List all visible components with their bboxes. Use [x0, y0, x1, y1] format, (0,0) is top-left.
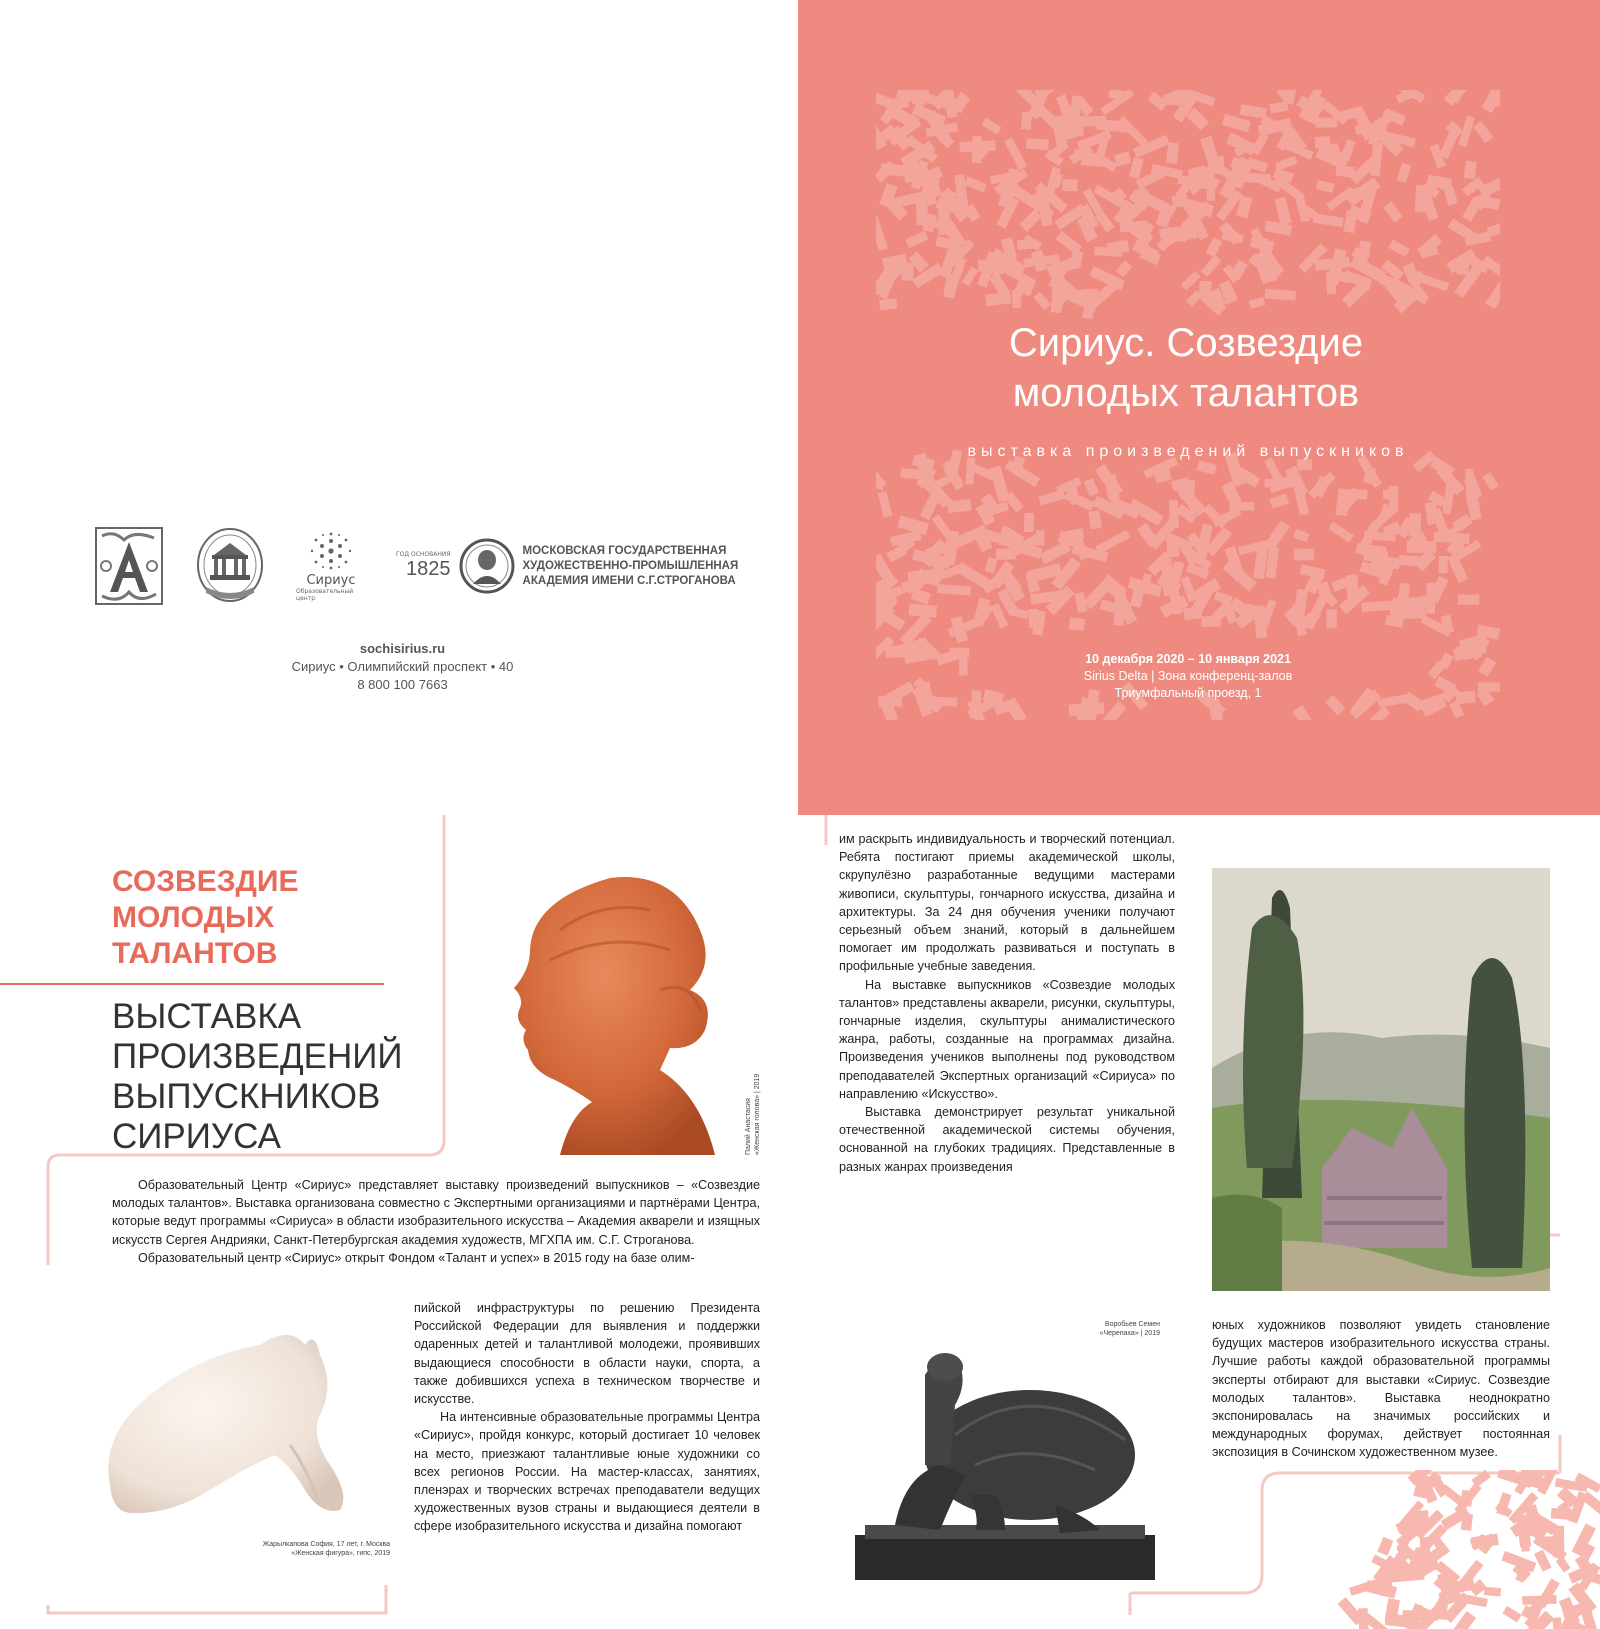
pattern-dash: [1313, 214, 1344, 227]
exhibition-dates: 10 декабря 2020 – 10 января 2021: [1085, 652, 1291, 666]
cover-title: [886, 318, 1486, 418]
caption-figure-line1: Жарылкапова София, 17 лет, г. Москва: [262, 1541, 390, 1548]
pattern-dash: [1197, 460, 1217, 475]
pattern-dash: [1485, 277, 1500, 309]
pattern-dash: [1315, 117, 1337, 128]
heading-black-line2: ПРОИЗВЕДЕНИЙ: [112, 1037, 403, 1076]
founding-year: 1825: [406, 558, 451, 580]
pattern-dash: [1201, 255, 1222, 277]
pattern-dash: [1265, 289, 1296, 301]
cover-title-line1: Сириус. Созвездие: [1008, 321, 1364, 365]
pattern-dash: [1395, 90, 1418, 104]
pattern-dash: [1418, 274, 1450, 292]
pattern-dash: [1062, 179, 1077, 191]
pattern-dash: [1458, 595, 1480, 605]
column-4-paragraph-1: юных художников позволяют увидеть становление будущих мастеров изобразительного искусства страны. Лучшие работы каждой образовательной программы эксперты отбирают для выставки «Сириус. Созвездие молодых талантов». Выставка неоднократно экспонировалась на значимых российских и международных форумах, действует постоянная экспозиция в Сочинском художественном музее.: [1212, 1318, 1550, 1460]
pattern-dash: [1104, 474, 1120, 501]
pattern-dash: [876, 215, 888, 251]
pattern-dash: [1069, 617, 1085, 630]
pattern-dash: [1116, 260, 1133, 277]
pattern-dash: [1017, 239, 1036, 249]
pattern-dash: [1449, 558, 1468, 583]
pattern-dash: [1388, 240, 1410, 258]
sirius-logo-name: Сириус: [306, 572, 356, 588]
spread-heading-black: [112, 997, 403, 1157]
pattern-dash: [879, 298, 897, 310]
stroganov-name-line1: МОСКОВСКАЯ ГОСУДАРСТВЕННАЯ: [522, 544, 727, 557]
pattern-dash: [985, 557, 998, 573]
pattern-dash: [1385, 1613, 1410, 1627]
pattern-dash: [1253, 547, 1268, 579]
pattern-dash: [1442, 477, 1456, 514]
stroganov-academy-logo: [396, 538, 738, 594]
cover-title-line2: молодых талантов: [1012, 371, 1360, 415]
pattern-dash: [1478, 682, 1500, 691]
pattern-dash: [1356, 543, 1387, 558]
stroganov-portrait-icon: [459, 538, 515, 594]
plaster-figure-sculpture-image: [90, 1315, 380, 1525]
pattern-dash: [1473, 121, 1494, 144]
pattern-dash: [985, 292, 1012, 307]
exhibition-address: Триумфальный проезд, 1: [1114, 686, 1262, 700]
pattern-dash: [1397, 163, 1412, 183]
pattern-dash: [1051, 288, 1063, 313]
pattern-dash: [1095, 530, 1130, 554]
website-link[interactable]: sochisirius.ru: [359, 641, 446, 656]
heading-red-line1: СОЗВЕЗДИЕ: [112, 865, 299, 898]
pattern-dash: [1024, 513, 1034, 532]
pattern-dash: [1328, 522, 1354, 543]
pattern-dash: [1335, 165, 1355, 178]
pattern-dash: [937, 584, 971, 595]
pattern-dash: [1074, 592, 1087, 613]
pattern-dash: [1166, 142, 1179, 164]
intro-paragraph-1: Образовательный Центр «Сириус» представляет выставку произведений выпускников – «Созвездие молодых талантов». Выставка организована совместно с Экспертными организациями и партнёрами Центра, которые ведут программы «Сириуса» в области изобразительного искусства – Академия акварели и изящных искусств Сергея Андрияки, Санкт-Петербургская академия художеств, МГХПА им. С.Г. Строганова.: [112, 1178, 760, 1247]
pattern-dash: [959, 140, 995, 152]
pattern-dash: [878, 491, 892, 517]
heading-black-line1: ВЫСТАВКА: [112, 997, 302, 1036]
pattern-dash: [1181, 271, 1201, 291]
heading-red-line2: МОЛОДЫХ: [112, 901, 275, 934]
pattern-dash: [1026, 138, 1049, 149]
pattern-dash: [1409, 513, 1421, 536]
pattern-dash: [1327, 609, 1337, 628]
pattern-dash: [1056, 231, 1082, 255]
pattern-dash: [1316, 180, 1335, 193]
founding-year-caption: ГОД ОСНОВАНИЯ: [396, 551, 451, 558]
caption-figure-line2: «Женская фигура», гипс, 2019: [291, 1550, 390, 1557]
pattern-dash: [1581, 1491, 1600, 1521]
exhibition-venue: Sirius Delta | Зона конференц-залов: [1083, 669, 1293, 683]
pattern-dash: [982, 118, 1002, 135]
cover-subtitle: выставка произведений выпускников: [967, 443, 1409, 460]
pattern-dash: [1249, 297, 1266, 309]
pattern-dash: [1269, 493, 1289, 509]
pattern-dash: [1471, 1533, 1499, 1549]
caption-figure: [150, 1540, 390, 1558]
pattern-dash: [1088, 510, 1101, 529]
pattern-dash: [947, 499, 971, 513]
caption-head: [744, 1074, 762, 1155]
sirius-logo-subtitle: Образовательный центр: [296, 587, 354, 602]
pattern-dash: [1036, 530, 1044, 545]
pattern-dash: [1114, 152, 1131, 167]
spread-heading-red: [112, 864, 298, 972]
pattern-dash: [1293, 529, 1310, 543]
contacts: [220, 640, 585, 694]
pattern-dash: [1350, 489, 1367, 500]
heading-black-line3: ВЫПУСКНИКОВ: [112, 1077, 381, 1116]
pattern-dash: [1129, 157, 1144, 179]
sirius-dots-icon: [309, 531, 353, 571]
pattern-dash: [1063, 124, 1073, 139]
back-cover: [0, 0, 798, 815]
pattern-dash: [1482, 472, 1499, 490]
pattern-dash: [1552, 1617, 1563, 1629]
spb-academy-logo: [194, 525, 266, 607]
pattern-dash: [1140, 197, 1157, 205]
pattern-dash: [876, 90, 894, 108]
heading-black-line4: СИРИУСА: [112, 1117, 282, 1156]
stroganov-name-line3: АКАДЕМИЯ ИМЕНИ С.Г.СТРОГАНОВА: [522, 574, 736, 587]
pattern-dash: [885, 645, 921, 658]
pattern-dash: [1033, 292, 1051, 311]
heading-red-line3: ТАЛАНТОВ: [112, 937, 278, 970]
pattern-dash: [1502, 1606, 1521, 1622]
pattern-dash: [1482, 90, 1500, 113]
partner-logos: [94, 525, 738, 607]
pattern-dash: [1275, 156, 1298, 171]
cover-info: [978, 651, 1398, 702]
clay-head-sculpture-image: [500, 870, 740, 1155]
column-3-paragraph-3: Выставка демонстрирует результат уникальной отечественной академической системы обучения, основанной на глубоких традициях. Представленные в разных жанрах произведения: [839, 1105, 1175, 1174]
pattern-dash: [1165, 96, 1185, 106]
pattern-dash: [1294, 548, 1314, 560]
pattern-dash: [959, 648, 968, 675]
pattern-dash: [1448, 219, 1479, 244]
pattern-dash: [1269, 101, 1288, 113]
stroganov-name-line2: ХУДОЖЕСТВЕННО-ПРОМЫШЛЕННАЯ: [522, 559, 739, 572]
pattern-dash: [1462, 177, 1484, 197]
front-cover: [798, 0, 1600, 815]
sirius-logo: [296, 531, 366, 602]
pattern-dash: [1438, 556, 1448, 574]
pattern-dash: [1077, 116, 1106, 127]
pattern-dash: [1358, 1608, 1369, 1629]
pattern-dash: [1240, 104, 1267, 118]
pattern-dash: [962, 266, 979, 286]
pattern-dash: [1484, 1587, 1501, 1597]
pattern-dash: [1019, 209, 1042, 231]
bronze-turtle-sculpture-image: [855, 1345, 1155, 1580]
column-2-paragraph-2: На интенсивные образовательные программы Центра «Сириус», пройдя конкурс, который достигает 10 человек на место, приезжают талантливые юные художники со всех регионов России. На мастер-классах, занятиях, пленэрах и творческих встречах преподаватели ведущих художественных вузов страны и выдающиеся деятели в сфере изобразительного искусства и дизайна помогают: [414, 1410, 760, 1534]
caption-turtle: [1010, 1320, 1160, 1338]
intro-text: [112, 1176, 760, 1267]
caption-turtle-line2: «Черепаха» | 2019: [1099, 1330, 1160, 1337]
column-3-paragraph-2: На выставке выпускников «Созвездие молодых талантов» представлены акварели, рисунки, скульптуры, гончарные изделия, скульптуры анималистического жанра, работы, созданные на программах дизайна. Произведения учеников выполнены под руководством преподавателей Экспертных организаций «Сириуса» по направлению «Искусство».: [839, 977, 1175, 1101]
column-2-text: [414, 1299, 760, 1536]
pattern-dash: [1383, 201, 1403, 223]
pattern-dash: [1028, 609, 1038, 628]
pattern-dash: [1292, 705, 1313, 720]
pattern-dash: [1478, 176, 1500, 198]
pattern-dash: [1084, 478, 1099, 497]
pattern-dash: [905, 231, 928, 248]
pattern-dash: [1534, 1550, 1552, 1572]
phone: 8 800 100 7663: [357, 677, 448, 692]
pattern-dash: [1096, 154, 1118, 173]
corner-dash-pattern: [1300, 1470, 1600, 1629]
pattern-dash: [927, 697, 958, 707]
caption-head-line2: «Женская голова» | 2019: [754, 1073, 761, 1155]
pattern-dash: [1377, 1537, 1393, 1556]
pattern-dash: [1004, 137, 1027, 171]
intro-paragraph-2: Образовательный центр «Сириус» открыт Фондом «Талант и успех» в 2015 году на базе олим-: [138, 1250, 695, 1265]
pattern-dash: [1222, 114, 1251, 132]
caption-turtle-line1: Воробьев Семен: [1104, 1321, 1160, 1328]
andriyaka-academy-logo: [94, 526, 164, 606]
column-3-paragraph-1: им раскрыть индивидуальность и творческий потенциал. Ребята постигают приемы академической школы, скрупулёзно разработанные ведущими мастерами живописи, скульптуры, гончарного искусства, дизайна и архитектуры. За 24 дня обучения ученики получают серьезный объем знаний, который в дальнейшем помогает им продолжать развиваться и поступать в профильные учебные заведения.: [839, 832, 1175, 974]
watercolor-landscape-image: [1212, 868, 1550, 1291]
column-3-text: [839, 830, 1175, 1176]
pattern-dash: [919, 681, 932, 697]
caption-head-line1: Палий Анастасия: [745, 1098, 752, 1155]
pattern-dash: [1274, 197, 1291, 226]
pattern-dash: [1070, 250, 1084, 268]
pattern-dash: [1069, 702, 1105, 716]
pattern-dash: [1370, 141, 1383, 176]
pattern-dash: [892, 97, 909, 108]
pattern-dash: [964, 176, 987, 192]
pattern-dash: [1464, 161, 1477, 179]
pattern-dash: [956, 562, 990, 588]
column-2-paragraph-1: пийской инфраструктуры по решению Президента Российской Федерации для выявления и поддержки одаренных детей и талантливой молодежи, проявивших выдающиеся способности в области науки, спорта, а также добившихся успеха в техническом творчестве и искусстве.: [414, 1301, 760, 1407]
pattern-dash: [1478, 657, 1496, 677]
pattern-dash: [1206, 237, 1223, 257]
pattern-dash: [1021, 112, 1032, 130]
address: Сириус • Олимпийский проспект • 40: [291, 659, 514, 674]
column-4-text: [1212, 1316, 1550, 1462]
